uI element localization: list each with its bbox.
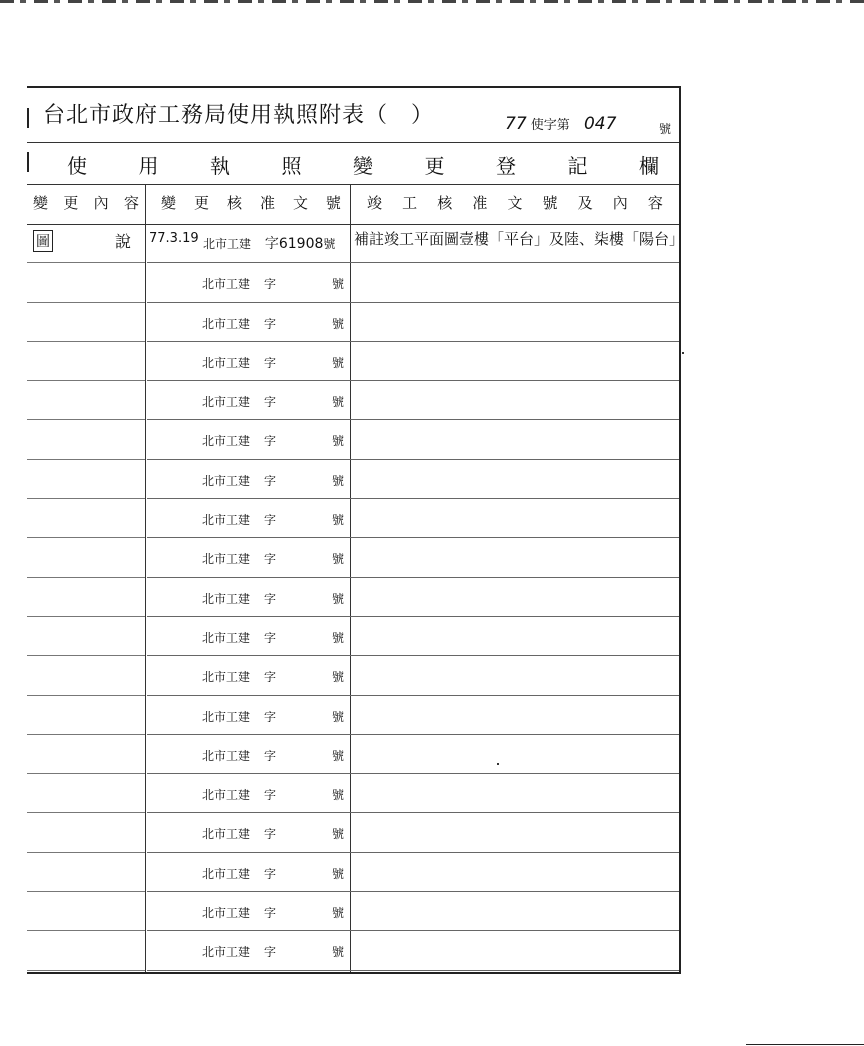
approval-doc — [202, 825, 345, 842]
approval-doc — [202, 629, 345, 646]
approval-hao: 號 — [332, 827, 345, 842]
approval-zi: 字 — [264, 277, 277, 292]
approval-zi: 字 — [264, 748, 277, 763]
approval-hao: 號 — [332, 630, 345, 645]
approval-hao: 號 — [332, 513, 345, 528]
approval-office: 北市工建 — [202, 827, 251, 842]
section-title-row — [27, 142, 679, 185]
approval-doc — [202, 668, 345, 685]
approval-office: 北市工建 — [202, 788, 251, 803]
header-char: 文 — [507, 194, 523, 212]
approval-doc — [203, 233, 335, 253]
section-title-char: 執 — [210, 154, 230, 178]
approval-zi: 字 — [264, 788, 277, 803]
header-completion-doc — [367, 192, 663, 213]
approval-doc — [202, 590, 345, 607]
table-row — [27, 342, 679, 381]
register-rows — [27, 224, 685, 971]
approval-hao: 號 — [323, 237, 336, 251]
table-row — [27, 381, 679, 420]
approval-zi: 字 — [264, 434, 277, 449]
approval-hao: 號 — [332, 748, 345, 763]
approval-date: 77.3.19 — [149, 231, 199, 246]
section-title-char: 記 — [567, 154, 588, 178]
approval-doc — [202, 550, 345, 567]
approval-zi: 字 — [264, 709, 277, 724]
header-change-content — [33, 192, 139, 213]
approval-zi: 字 — [264, 827, 277, 842]
section-title-char: 登 — [496, 154, 516, 178]
header-char: 工 — [402, 194, 418, 212]
permit-number-block — [505, 114, 646, 134]
approval-office: 北市工建 — [202, 945, 251, 960]
approval-office: 北市工建 — [202, 709, 251, 724]
approval-zi: 字 — [264, 552, 277, 567]
header-char: 更 — [63, 194, 79, 212]
approval-zi: 字 — [264, 236, 279, 252]
left-margin-mark — [27, 152, 29, 172]
table-row — [27, 656, 679, 695]
approval-office: 北市工建 — [202, 591, 251, 606]
row-rule — [147, 970, 679, 971]
left-margin-mark — [27, 108, 29, 128]
header-char: 內 — [612, 194, 628, 212]
section-title-char: 更 — [424, 154, 445, 178]
scan-edge-line — [746, 1044, 864, 1045]
table-row — [27, 578, 679, 617]
header-char: 變 — [161, 194, 177, 212]
approval-office: 北市工建 — [202, 670, 251, 685]
approval-doc — [202, 432, 345, 449]
section-title-char: 照 — [281, 154, 302, 178]
header-char: 內 — [93, 194, 109, 212]
table-row — [27, 813, 679, 852]
header-char: 號 — [542, 194, 558, 212]
scan-speck — [497, 763, 499, 765]
approval-zi: 字 — [264, 355, 277, 370]
title-row — [27, 88, 679, 143]
header-char: 准 — [472, 194, 488, 212]
approval-doc — [202, 354, 345, 371]
approval-hao: 號 — [332, 316, 345, 331]
section-title — [67, 150, 659, 179]
approval-doc — [202, 511, 345, 528]
approval-hao: 號 — [332, 395, 345, 410]
header-char: 容 — [123, 194, 139, 212]
column-header-row — [27, 184, 679, 225]
section-title-char: 使 — [67, 154, 87, 178]
table-row — [27, 263, 679, 302]
header-char: 更 — [193, 194, 209, 212]
table-row — [27, 538, 679, 577]
header-char: 准 — [259, 194, 275, 212]
header-char: 文 — [292, 194, 308, 212]
approval-hao: 號 — [332, 434, 345, 449]
approval-office: 北市工建 — [202, 513, 251, 528]
approval-zi: 字 — [264, 906, 277, 921]
approval-doc — [202, 904, 345, 921]
form-title: 台北市政府工務局使用執照附表（ ） — [43, 103, 435, 128]
approval-doc — [202, 865, 345, 882]
header-char: 竣 — [367, 194, 383, 212]
approval-zi: 字 — [264, 670, 277, 685]
approval-hao: 號 — [332, 866, 345, 881]
approval-office: 北市工建 — [203, 237, 252, 251]
approval-doc — [202, 393, 345, 410]
approval-hao: 號 — [332, 788, 345, 803]
approval-hao: 號 — [332, 945, 345, 960]
table-row — [27, 420, 679, 459]
approval-zi: 字 — [264, 395, 277, 410]
header-char: 核 — [226, 194, 242, 212]
approval-hao: 號 — [332, 670, 345, 685]
section-title-char: 變 — [353, 154, 373, 178]
approval-hao: 號 — [332, 473, 345, 488]
approval-office: 北市工建 — [202, 748, 251, 763]
table-row — [27, 931, 679, 970]
approval-hao: 號 — [332, 709, 345, 724]
table-row — [27, 774, 679, 813]
approval-zi: 字 — [264, 630, 277, 645]
approval-hao: 號 — [332, 552, 345, 567]
table-row — [27, 735, 679, 774]
approval-hao: 號 — [332, 906, 345, 921]
approval-doc — [202, 315, 345, 332]
approval-office: 北市工建 — [202, 395, 251, 410]
approval-zi: 字 — [264, 473, 277, 488]
approval-doc — [202, 708, 345, 725]
header-char: 號 — [325, 194, 341, 212]
approval-office: 北市工建 — [202, 434, 251, 449]
approval-office: 北市工建 — [202, 866, 251, 881]
approval-hao: 號 — [332, 277, 345, 292]
drawing-mark: 圖 — [33, 230, 53, 252]
approval-zi: 字 — [264, 513, 277, 528]
approval-number: 61908 — [278, 236, 324, 252]
header-char: 容 — [647, 194, 663, 212]
permit-attachment-form — [27, 86, 685, 974]
approval-office: 北市工建 — [202, 552, 251, 567]
header-char: 及 — [577, 194, 593, 212]
approval-office: 北市工建 — [202, 906, 251, 921]
approval-doc — [202, 747, 345, 764]
approval-zi: 字 — [264, 591, 277, 606]
row-rule — [27, 970, 145, 971]
approval-zi: 字 — [264, 316, 277, 331]
approval-hao: 號 — [332, 355, 345, 370]
approval-office: 北市工建 — [202, 630, 251, 645]
scan-top-edge — [0, 0, 864, 3]
table-row — [27, 303, 679, 342]
completion-content: 補註竣工平面圖壹樓「平台」及陸、柒樓「陽台」 — [354, 230, 685, 248]
approval-office: 北市工建 — [202, 355, 251, 370]
approval-doc — [202, 472, 345, 489]
header-char: 核 — [437, 194, 453, 212]
section-title-char: 用 — [138, 154, 159, 178]
permit-number: 047 — [583, 114, 617, 134]
approval-doc — [202, 275, 345, 292]
table-row — [27, 460, 679, 499]
approval-office: 北市工建 — [202, 277, 251, 292]
scan-speck — [682, 352, 684, 354]
approval-zi: 字 — [264, 945, 277, 960]
approval-zi: 字 — [264, 866, 277, 881]
approval-office: 北市工建 — [202, 316, 251, 331]
approval-hao: 號 — [332, 591, 345, 606]
table-row — [27, 853, 679, 892]
table-row — [27, 892, 679, 931]
table-row — [27, 499, 679, 538]
header-char: 變 — [33, 194, 49, 212]
table-row — [27, 617, 679, 656]
approval-office: 北市工建 — [202, 473, 251, 488]
permit-year: 77 — [505, 114, 527, 134]
section-title-char: 欄 — [639, 154, 659, 178]
approval-doc — [202, 786, 345, 803]
permit-prefix: 使字第 — [530, 118, 570, 133]
permit-suffix: 號 — [659, 122, 672, 136]
table-row — [27, 224, 685, 263]
approval-doc — [202, 943, 345, 960]
table-row — [27, 696, 679, 735]
change-content-text: 說 — [115, 232, 132, 251]
header-approval-doc — [161, 192, 341, 213]
